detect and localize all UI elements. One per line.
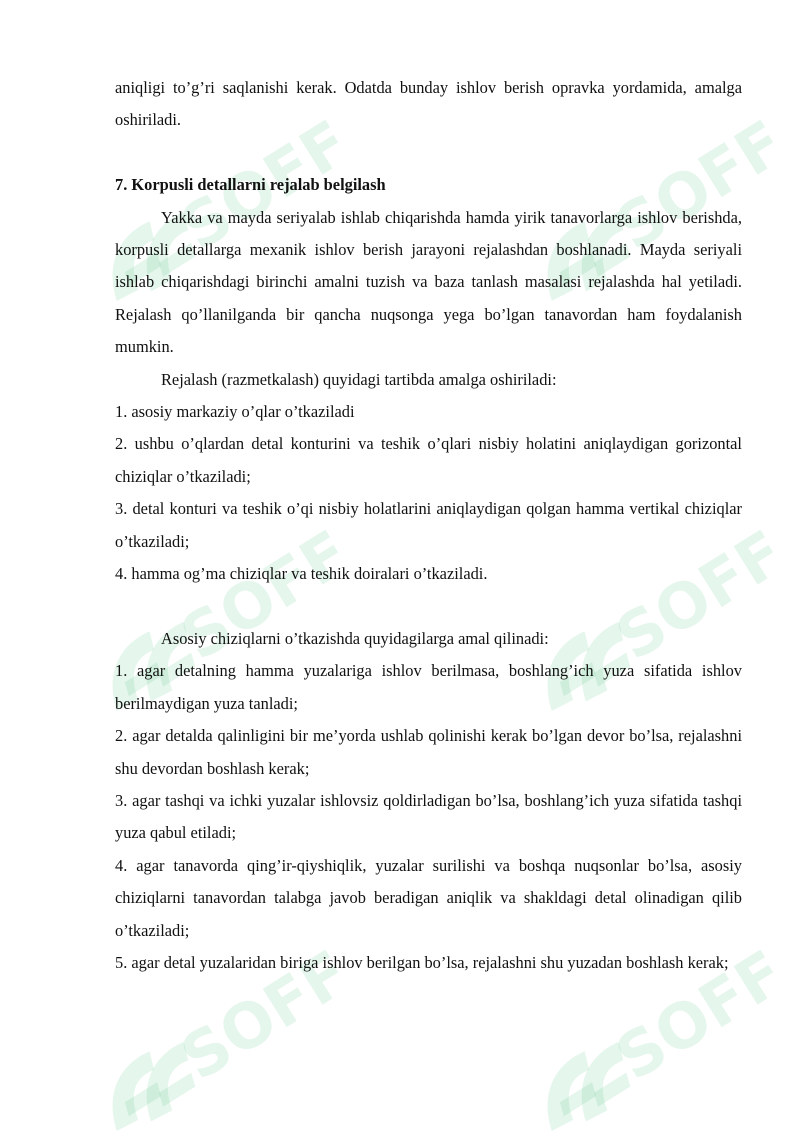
spacer: [115, 590, 742, 622]
list-item: 3. agar tashqi va ichki yuzalar ishlovsiz qoldirladigan bo’lsa, boshlang’ich yuza sifatida tashqi yuza qabul etiladi;: [115, 790, 742, 843]
section-heading: 7. Korpusli detallarni rejalab belgilash: [115, 175, 386, 195]
watermark-layer: SOFF: [0, 0, 800, 1131]
list-item: 3. detal konturi va teshik o’qi nisbiy holatlarini aniqlaydigan qolgan hamma vertikal chiziqlar o’tkaziladi;: [115, 499, 742, 551]
intro-paragraph: aniqligi to’g’ri saqlanishi kerak. Odatda bunday ishlov berish opravka yordamida, amalga oshiriladi.: [115, 78, 742, 130]
list-intro: Rejalash (razmetkalash) quyidagi tartibda amalga oshiriladi:: [161, 369, 557, 389]
document-page: [115, 72, 742, 979]
spacer: [115, 137, 742, 169]
body-paragraph: Yakka va mayda seriyalab ishlab chiqarishda hamda yirik tanavorlarga ishlov berishda, korpusli detallarga mexanik ishlov berish jarayoni rejalashdan boshlanadi. Mayda seriyali ishlab chiqarishdagi birinchi amalni tuzish va baza tanlash masalasi rejalashda hal yetiladi. Rejalash qo’llanilganda bir qancha nuqsonga yega bo’lgan tanavordan ham foydalanish mumkin.: [115, 207, 742, 357]
list-item: 2. agar detalda qalinligini bir me’yorda ushlab qolinishi kerak bo’lgan devor bo’lsa, rejalashni shu devordan boshlash kerak;: [115, 726, 742, 778]
list-item: 2. ushbu o’qlardan detal konturini va teshik o’qlari nisbiy holatini aniqlaydigan gorizontal chiziqlar o’tkaziladi;: [115, 434, 742, 486]
list-intro: Asosiy chiziqlarni o’tkazishda quyidagilarga amal qilinadi:: [161, 628, 549, 648]
list-item: 4. agar tanavorda qing’ir-qiyshiqlik, yuzalar surilishi va boshqa nuqsonlar bo’lsa, asosiy chiziqlarni tanavordan talabga javob beradigan aniqlik va shakldagi detal olinadigan qilib o’tkaziladi;: [115, 855, 742, 940]
list-item: 1. asosiy markaziy o’qlar o’tkaziladi: [115, 402, 355, 422]
list-item: 4. hamma og’ma chiziqlar va teshik doiralari o’tkaziladi.: [115, 564, 488, 584]
list-item: 5. agar detal yuzalaridan biriga ishlov berilgan bo’lsa, rejalashni shu yuzadan boshlash kerak;: [115, 952, 729, 972]
list-item: 1. agar detalning hamma yuzalariga ishlov berilmasa, boshlang’ich yuza sifatida ishlov berilmaydigan yuza tanladi;: [115, 661, 742, 713]
